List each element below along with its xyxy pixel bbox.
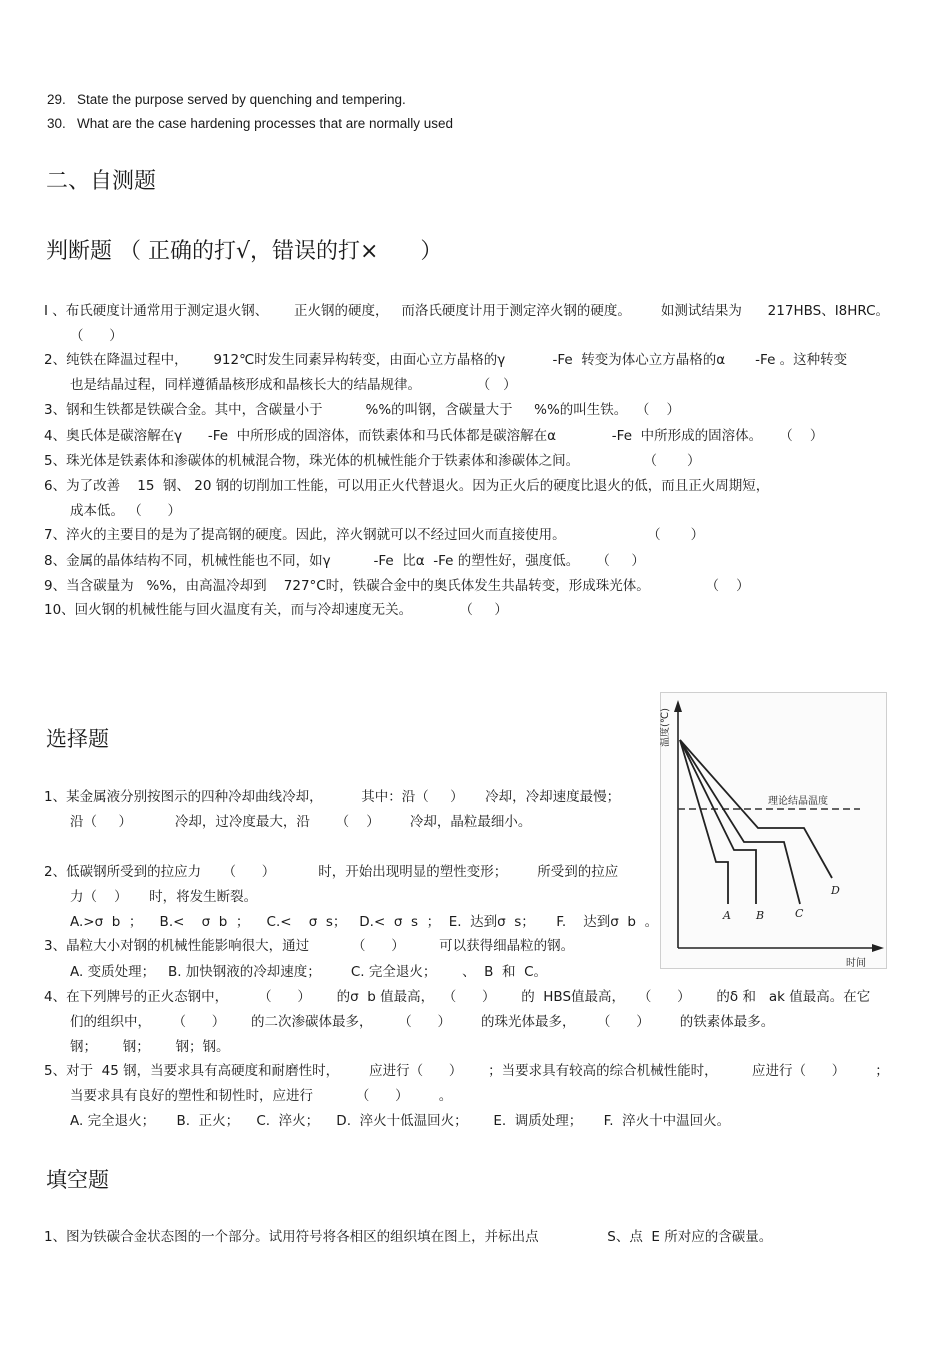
question-number: 30. <box>47 116 66 131</box>
section-heading: 二、自测题 <box>46 169 157 194</box>
choice-line: 3、晶粒大小对钢的机械性能影响很大，通过 （ ） 可以获得细晶粒的钢。 <box>44 938 575 954</box>
choice-line: A. 完全退火； B. 正火； C. 淬火； D. 淬火十低温回火； E. 调质处理； F. 淬火十中温回火。 <box>70 1113 731 1129</box>
question-number: 29. <box>47 92 66 107</box>
judge-line: 8、金属的晶体结构不同，机械性能也不同，如γ -Fe 比α -Fe 的塑性好，强度低。 （ ） <box>44 553 645 569</box>
judge-line: I 、布氏硬度计通常用于测定退火钢、 正火钢的硬度， 而洛氏硬度计用于测定淬火钢的硬度。 如测试结果为 217HBS、I8HRC。 <box>44 303 890 319</box>
cooling-curve-figure <box>660 692 887 969</box>
judge-line: 成本低。 （ ） <box>70 503 182 519</box>
fill-line: 1、图为铁碳合金状态图的一个部分。试用符号将各相区的组织填在图上，并标出点 S、点 E 所对应的含碳量。 <box>44 1229 773 1245</box>
curve-label: D <box>831 884 840 897</box>
judge-line: 3、钢和生铁都是铁碳合金。其中，含碳量小于 %%的叫钢，含碳量大于 %%的叫生铁。 （ ） <box>44 402 681 418</box>
judge-line: 6、为了改善 15 钢、 20 钢的切削加工性能，可以用正火代替退火。因为正火后的硬度比退火的低，而且正火周期短， <box>44 478 770 494</box>
judge-line: 10、回火钢的机械性能与回火温度有关，而与冷却速度无关。 （ ） <box>44 602 508 618</box>
figure-border <box>661 693 887 969</box>
judge-line: 9、当含碳量为 %%，由高温冷却到 727°C时，铁碳合金中的奥氏体发生共晶转变，形成珠光体。 （ ） <box>44 578 750 594</box>
judge-line: 7、淬火的主要目的是为了提高钢的硬度。因此，淬火钢就可以不经过回火而直接使用。 （ ） <box>44 527 705 543</box>
choice-line: 们的组织中， （ ） 的二次渗碳体最多， （ ） 的珠光体最多， （ ） 的铁素体最多。 <box>70 1014 775 1030</box>
choice-line: 当要求具有良好的塑性和韧性时，应进行 （ ） 。 <box>70 1088 453 1104</box>
dashed-line-label: 理论结晶温度 <box>768 796 828 807</box>
choice-line: 4、在下列牌号的正火态钢中， （ ） 的σ b 值最高， （ ） 的 HBS值最高， （ ） 的δ 和 ak 值最高。在它 <box>44 989 871 1005</box>
question-29 <box>47 91 406 109</box>
judge-line: 也是结晶过程，同样遵循晶核形成和晶核长大的结晶规律。 （ ） <box>70 377 517 393</box>
choice-line: 5、对于 45 钢，当要求具有高硬度和耐磨性时， 应进行（ ） ；当要求具有较高的综合机械性能时， 应进行（ ） ； <box>44 1063 889 1079</box>
judge-line: 2、纯铁在降温过程中， 912℃时发生同素异构转变，由面心立方晶格的γ -Fe 转变为体心立方晶格的α -Fe 。这种转变 <box>44 352 848 368</box>
choice-line: 1、某金属液分别按图示的四种冷却曲线冷却， 其中：沿（ ） 冷却，冷却速度最慢； <box>44 789 621 805</box>
x-axis-label: 时间 <box>846 958 866 969</box>
y-axis-label: 温度(℃) <box>660 707 671 747</box>
question-30 <box>47 115 453 133</box>
judge-line: （ ） <box>70 328 123 344</box>
fill-heading: 填空题 <box>46 1168 109 1192</box>
judge-line: 5、珠光体是铁素体和渗碳体的机械混合物，珠光体的机械性能介于铁素体和渗碳体之间。 （ ） <box>44 453 701 469</box>
question-text: What are the case hardening processes that are normally used <box>77 116 454 131</box>
choice-line: 钢； 钢； 钢；钢。 <box>70 1039 230 1055</box>
curve-label: C <box>795 907 804 920</box>
curve-label: B <box>756 909 765 922</box>
choice-line: 力（ ） 时，将发生断裂。 <box>70 889 258 905</box>
choice-line: 沿（ ） 冷却，过冷度最大，沿 （ ） 冷却，晶粒最细小。 <box>70 814 532 830</box>
choice-heading: 选择题 <box>46 727 109 751</box>
choice-line: A.>σ b ； B.< σ b ； C.< σ s； D.< σ s ； E. 达到σ s； F. 达到σ b 。 <box>70 914 659 930</box>
judge-heading: 判断题 （ 正确的打√，错误的打× ） <box>46 239 443 264</box>
question-text: State the purpose served by quenching and tempering. <box>77 92 406 107</box>
judge-line: 4、奥氏体是碳溶解在γ -Fe 中所形成的固溶体，而铁素体和马氏体都是碳溶解在α -Fe 中所形成的固溶体。 （ ） <box>44 428 824 444</box>
curve-label: A <box>723 909 731 922</box>
choice-line: 2、低碳钢所受到的拉应力 （ ） 时，开始出现明显的塑性变形； 所受到的拉应 <box>44 864 619 880</box>
choice-line: A. 变质处理； B. 加快钢液的冷却速度； C. 完全退火； 、 B 和 C。 <box>70 964 548 980</box>
